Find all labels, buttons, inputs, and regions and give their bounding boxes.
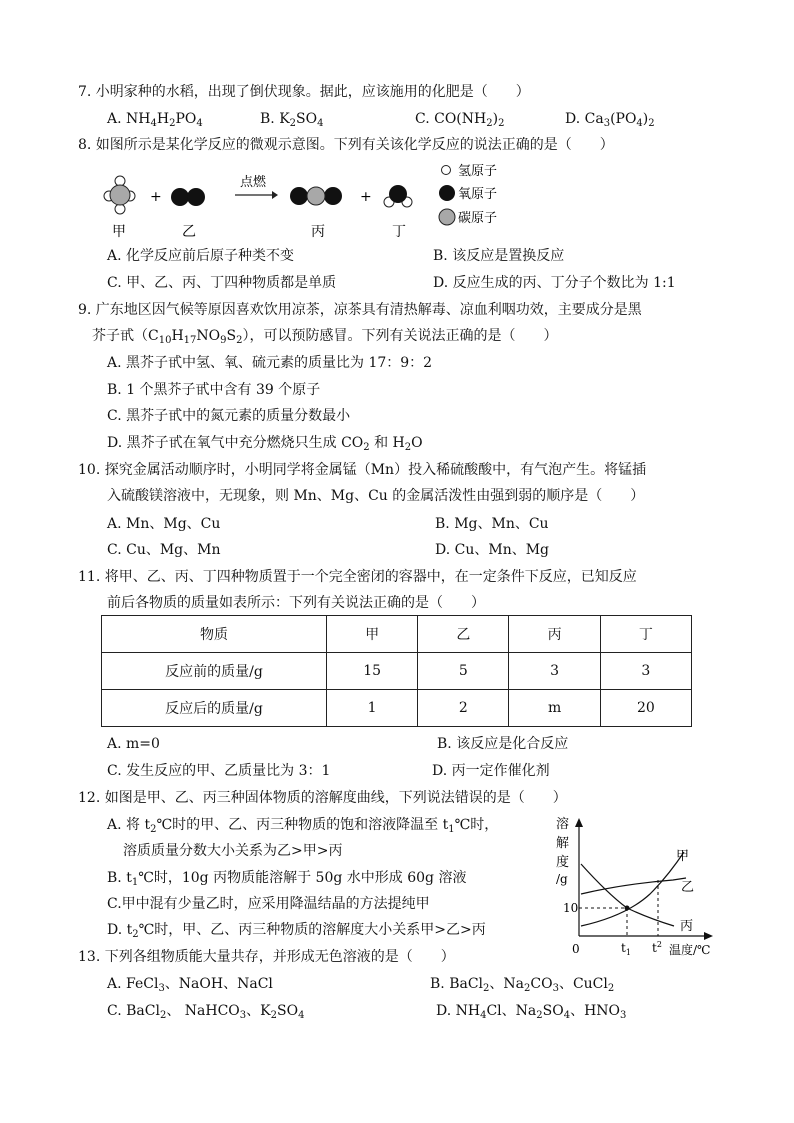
q8-option-c: C. 甲、乙、丙、丁四种物质都是单质 xyxy=(107,275,337,291)
q11-stem-line2: 前后各物质的质量如表所示：下列有关说法正确的是（ ） xyxy=(107,595,485,611)
x-tick-t2: $t^2$ xyxy=(652,940,662,955)
x-tick-t1: $t_1$ xyxy=(621,941,631,957)
legend-carbon: 碳原子 xyxy=(458,211,498,226)
reaction-diagram xyxy=(100,158,530,242)
legend-hydrogen-icon xyxy=(442,166,451,175)
q11-option-a: A. m=0 xyxy=(107,736,160,752)
q13-option-c: C. BaCl$_2$、 NaHCO$_3$、$K_2SO_4$ xyxy=(107,1003,305,1021)
q10-option-b: B. Mg、Mn、Cu xyxy=(435,516,549,532)
molecule-jia xyxy=(104,176,135,214)
q13-stem: 13. 下列各组物质能大量共存，并形成无色溶液的是（ ） xyxy=(78,949,455,965)
table-cell: 3 xyxy=(600,653,691,690)
legend-oxygen-icon xyxy=(439,185,455,201)
q8-option-a: A. 化学反应前后原子种类不变 xyxy=(107,248,295,264)
y-axis-label-1: 溶 xyxy=(556,817,570,832)
plus-sign-1: + xyxy=(150,189,162,205)
origin-label: 0 xyxy=(572,942,580,956)
table-cell: 20 xyxy=(600,690,691,727)
y-axis-arrow xyxy=(575,818,583,827)
q7-option-a: A. $NH_4H_2PO_4$ xyxy=(107,111,203,129)
q7-option-b: B. $K_2SO_4$ xyxy=(260,111,324,129)
table-cell: 反应后的质量/g xyxy=(102,690,327,727)
legend-oxygen: 氧原子 xyxy=(458,187,498,202)
table-cell: 1 xyxy=(327,690,418,727)
table-cell: 甲 xyxy=(327,616,418,653)
table-header-row xyxy=(102,616,692,653)
table-cell: 乙 xyxy=(418,616,509,653)
x-axis-arrow xyxy=(704,932,713,940)
q9-option-b: B. 1 个黑芥子甙中含有 39 个原子 xyxy=(107,382,321,398)
reaction-condition: 点燃 xyxy=(240,175,267,190)
plus-sign-2: + xyxy=(360,189,372,205)
q12-option-b: B. $t_1℃$时，10g 丙物质能溶解于 50g 水中形成 60g 溶液 xyxy=(107,870,467,888)
q13-option-a: A. FeCl$_3$、NaOH、NaCl xyxy=(107,976,273,994)
table-cell: 3 xyxy=(509,653,600,690)
q9-stem-line2: 芥子甙$(C_{10}H_{17}NO_9S_2)$，可以预防感冒。下列有关说法正确的是（ ） xyxy=(92,328,558,346)
q10-option-a: A. Mn、Mg、Cu xyxy=(107,516,221,532)
x-axis-label: 温度/℃ xyxy=(669,943,711,957)
q11-option-d: D. 丙一定作催化剂 xyxy=(432,763,550,779)
curve-label-yi: 乙 xyxy=(681,880,695,895)
q10-stem-line2: 入硫酸镁溶液中，无现象，则 Mn、Mg、Cu 的金属活泼性由强到弱的顺序是（ ） xyxy=(107,488,645,504)
y-axis-label-3: 度 xyxy=(556,855,570,870)
q7-option-d: D. $Ca_3(PO_4)_2$ xyxy=(565,111,655,129)
intersection-point xyxy=(625,906,630,911)
q10-stem-line1: 10. 探究金属活动顺序时，小明同学将金属锰（Mn）投入稀硫酸酸中，有气泡产生。将锰插 xyxy=(78,462,647,478)
q7-stem: 7. 小明家种的水稻，出现了倒伏现象。据此，应该施用的化肥是（ ） xyxy=(78,84,530,100)
curve-label-bing: 丙 xyxy=(680,919,694,934)
table-cell: m xyxy=(509,690,600,727)
molecule-ding xyxy=(384,185,412,207)
q8-option-b: B. 该反应是置换反应 xyxy=(433,248,565,264)
table-cell: 丁 xyxy=(600,616,691,653)
q10-option-d: D. Cu、Mn、Mg xyxy=(435,542,550,558)
legend-carbon-icon xyxy=(439,209,455,225)
legend-hydrogen: 氢原子 xyxy=(458,164,498,179)
q12-option-a-line2: 溶质质量分数大小关系为乙>甲>丙 xyxy=(123,843,343,859)
label-yi: 乙 xyxy=(182,224,196,240)
q8-stem: 8. 如图所示是某化学反应的微观示意图。下列有关该化学反应的说法正确的是（ ） xyxy=(78,137,614,153)
q13-option-b: B. BaCl$_2$、$Na_2CO_3$、CuCl$_2$ xyxy=(430,976,615,994)
table-cell: 15 xyxy=(327,653,418,690)
table-cell: 物质 xyxy=(102,616,327,653)
q12-option-a-line1: A. 将 $t_2℃$时的甲、乙、丙三种物质的饱和溶液降温至 $t_1℃$时， xyxy=(107,817,499,835)
q13-option-d: D. $NH_4Cl$、$Na_2SO_4$、$HNO_3$ xyxy=(436,1003,627,1021)
y-axis-label-4: /g xyxy=(556,872,568,886)
q11-option-b: B. 该反应是化合反应 xyxy=(437,736,569,752)
q9-option-c: C. 黑芥子甙中的氮元素的质量分数最小 xyxy=(107,408,351,424)
q9-stem-line1: 9. 广东地区因气候等原因喜欢饮用凉茶，凉茶具有清热解毒、凉血利咽功效，主要成分是黑 xyxy=(78,302,642,318)
curve-label-jia: 甲 xyxy=(676,849,690,864)
solubility-chart xyxy=(548,812,724,960)
table-row xyxy=(102,690,692,727)
q10-option-c: C. Cu、Mg、Mn xyxy=(107,542,221,558)
table-row xyxy=(102,653,692,690)
q9-option-a: A. 黑芥子甙中氢、氧、硫元素的质量比为 17：9：2 xyxy=(107,355,433,371)
q9-option-d: D. 黑芥子甙在氧气中充分燃烧只生成 $CO_2$ 和 $H_2O$ xyxy=(107,435,423,453)
q11-option-c: C. 发生反应的甲、乙质量比为 3：1 xyxy=(107,763,331,779)
mass-table xyxy=(101,615,692,727)
curve-jia xyxy=(581,852,684,926)
q12-option-d: D. $t_2℃$时，甲、乙、丙三种物质的溶解度大小关系甲>乙>丙 xyxy=(107,922,486,940)
q7-option-c: C. $CO(NH_2)_2$ xyxy=(415,111,505,129)
label-bing: 丙 xyxy=(311,224,325,240)
label-jia: 甲 xyxy=(112,224,126,240)
q8-option-d: D. 反应生成的丙、丁分子个数比为 1:1 xyxy=(433,275,676,291)
table-cell: 丙 xyxy=(509,616,600,653)
y-axis-label-2: 解 xyxy=(556,836,570,851)
q12-option-c: C.甲中混有少量乙时，应采用降温结晶的方法提纯甲 xyxy=(107,896,430,912)
y-tick-10: 10 xyxy=(563,901,579,915)
q11-stem-line1: 11. 将甲、乙、丙、丁四种物质置于一个完全密闭的容器中，在一定条件下反应，已知反应 xyxy=(78,569,637,585)
molecule-bing xyxy=(290,187,342,205)
table-cell: 2 xyxy=(418,690,509,727)
table-cell: 5 xyxy=(418,653,509,690)
molecule-yi xyxy=(171,188,205,206)
q12-stem: 12. 如图是甲、乙、丙三种固体物质的溶解度曲线，下列说法错误的是（ ） xyxy=(78,790,567,806)
label-ding: 丁 xyxy=(392,224,406,240)
table-cell: 反应前的质量/g xyxy=(102,653,327,690)
